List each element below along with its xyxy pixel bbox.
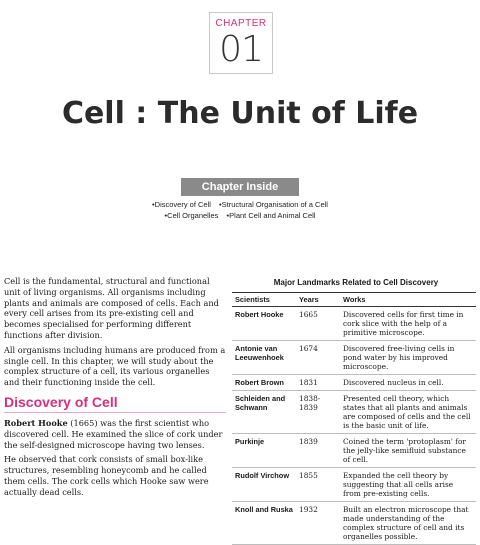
intro-paragraph: Cell is the fundamental, structural and functional unit of living organisms. All organisms including plants and animals are composed of cells. Each and every cell arises from its pre-existing cell and becomes specialised for performing different functions after division. xyxy=(4,276,219,340)
column-header-years: Years xyxy=(296,293,340,307)
chapter-inside-item: • Plant Cell and Animal Cell xyxy=(227,211,316,220)
year-cell: 1838-1839 xyxy=(296,391,340,434)
table-row xyxy=(232,434,476,468)
section-divider xyxy=(4,412,226,413)
chapter-box xyxy=(209,12,273,74)
landmarks-table xyxy=(232,292,476,545)
chapter-inside-item: • Cell Organelles xyxy=(165,211,219,220)
work-cell: Discovered nucleus in cell. xyxy=(340,375,476,391)
year-cell: 1674 xyxy=(296,341,340,375)
intro-paragraph: All organisms including humans are produced from a single cell. In this chapter, we will study about the complex structure of a cell, its various organelles and their functioning inside the cell. xyxy=(4,344,226,388)
table-row xyxy=(232,341,476,375)
table-header-row xyxy=(232,293,476,307)
chapter-number: 01 xyxy=(219,29,263,70)
scientist-cell: Schleiden and Schwann xyxy=(232,391,296,434)
chapter-inside-row-2 xyxy=(0,211,480,220)
work-cell: Coined the term 'protoplasm' for the jelly-like semifluid substance of cell. xyxy=(340,434,476,468)
year-cell: 1839 xyxy=(296,434,340,468)
year-cell: 1932 xyxy=(296,502,340,545)
year-cell: 1665 xyxy=(296,307,340,341)
column-header-works: Works xyxy=(340,293,476,307)
table-row xyxy=(232,375,476,391)
page-title: Cell : The Unit of Life xyxy=(61,96,419,131)
scientist-cell: Rudolf Virchow xyxy=(232,468,296,502)
work-cell: Built an electron microscope that made understanding of the complex structure of cell and its organelles possible. xyxy=(340,502,476,545)
scientist-name: Robert Hooke xyxy=(4,417,68,428)
scientist-cell: Knoll and Ruska xyxy=(232,502,296,545)
column-header-scientists: Scientists xyxy=(232,293,296,307)
chapter-inside-heading: Chapter Inside xyxy=(181,178,299,196)
table-title: Major Landmarks Related to Cell Discovery xyxy=(273,278,439,287)
scientist-cell: Robert Hooke xyxy=(232,307,296,341)
scientist-cell: Antonie van Leeuwenhoek xyxy=(232,341,296,375)
chapter-label: CHAPTER xyxy=(215,18,267,29)
chapter-inside-item: • Structural Organisation of a Cell xyxy=(219,200,328,209)
scientist-cell: Purkinje xyxy=(232,434,296,468)
discovery-paragraph: He observed that cork consists of small box-like structures, resembling honeycomb and he called them cells. The cork cells which Hooke saw were actually dead cells. xyxy=(4,454,209,497)
discovery-paragraph xyxy=(4,418,226,450)
work-cell: Discovered cells for first time in cork slice with the help of a primitive microscope. xyxy=(340,307,476,341)
work-cell: Expanded the cell theory by suggesting that all cells arise from pre-existing cells. xyxy=(340,468,476,502)
discovery-text: (1665) was the first scientist who discovered cell. He examined the slice of cork under the self-designed microscope having two lenses. xyxy=(4,417,223,450)
chapter-inside-row-1 xyxy=(0,200,480,209)
table-row xyxy=(232,502,476,545)
work-cell: Presented cell theory, which states that all plants and animals are composed of cells and the cell is the basic unit of life. xyxy=(340,391,476,434)
left-column xyxy=(4,276,226,502)
year-cell: 1855 xyxy=(296,468,340,502)
scientist-cell: Robert Brown xyxy=(232,375,296,391)
table-row xyxy=(232,391,476,434)
work-cell: Discovered free-living cells in pond water by his improved microscope. xyxy=(340,341,476,375)
table-row xyxy=(232,468,476,502)
chapter-inside-item: • Discovery of Cell xyxy=(152,200,211,209)
table-row xyxy=(232,307,476,341)
year-cell: 1831 xyxy=(296,375,340,391)
section-heading-discovery: Discovery of Cell xyxy=(4,393,118,410)
